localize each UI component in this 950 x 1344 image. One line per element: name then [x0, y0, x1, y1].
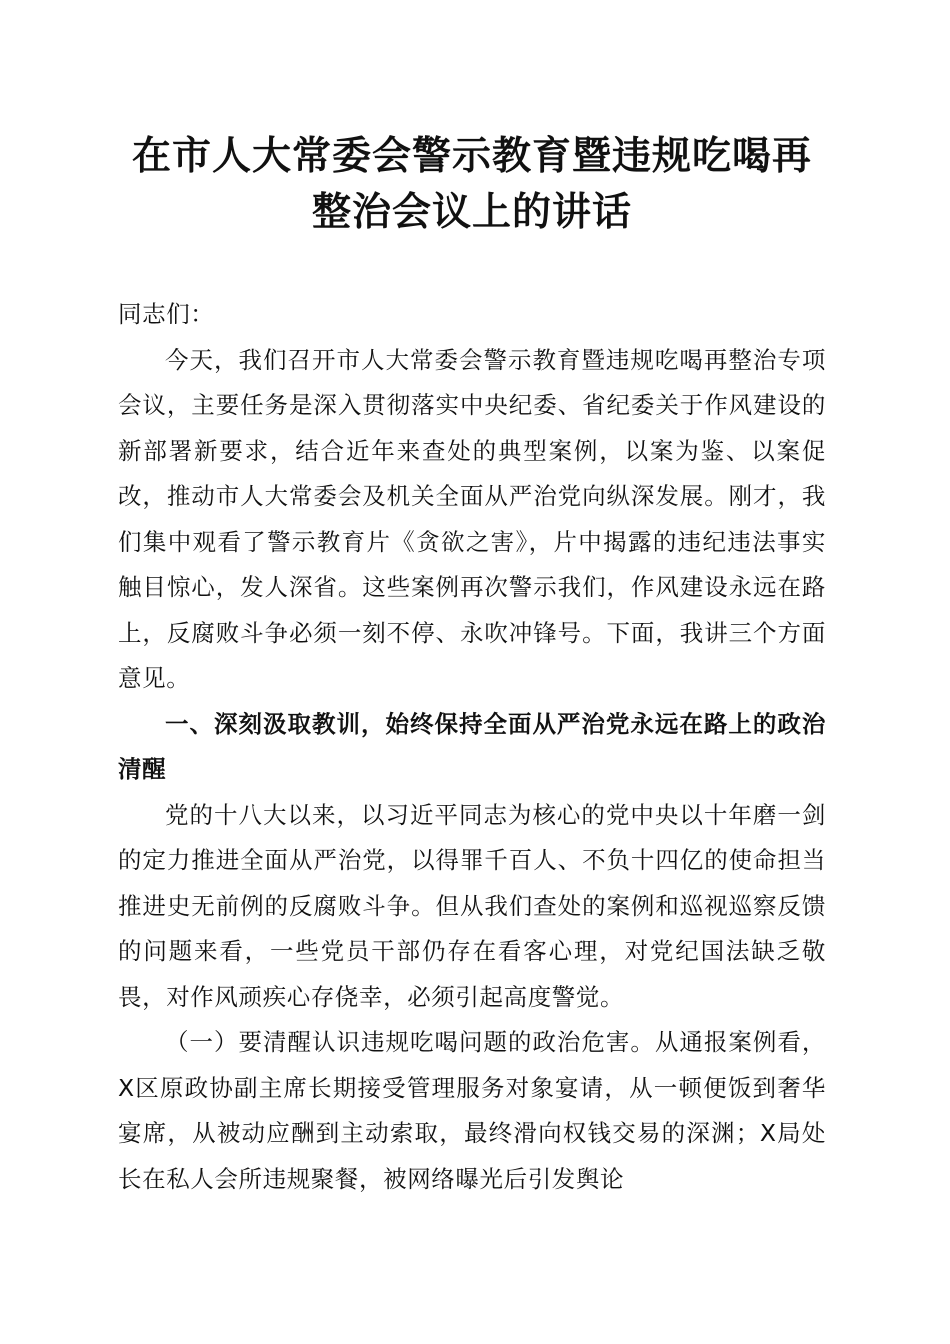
- paragraph-section-1: 党的十八大以来，以习近平同志为核心的党中央以十年磨一剑的定力推进全面从严治党，以得罪千百人、不负十四亿的使命担当推进史无前例的反腐败斗争。但从我们查处的案例和巡视巡察反馈的问题来看，一些党员干部仍存在看客心理，对党纪国法缺乏敬畏，对作风顽疾心存侥幸，必须引起高度警觉。: [118, 800, 826, 1011]
- document-page: [118, 128, 826, 1202]
- paragraph-intro: 今天，我们召开市人大常委会警示教育暨违规吃喝再整治专项会议，主要任务是深入贯彻落实中央纪委、省纪委关于作风建设的新部署新要求，结合近年来查处的典型案例，以案为鉴、以案促改，推动市人大常委会及机关全面从严治党向纵深发展。刚才，我们集中观看了警示教育片《贪欲之害》，片中揭露的违纪违法事实触目惊心，发人深省。这些案例再次警示我们，作风建设永远在路上，反腐败斗争必须一刻不停、永吹冲锋号。下面，我讲三个方面意见。: [118, 345, 826, 692]
- salutation: 同志们：: [118, 300, 215, 328]
- document-body: [118, 292, 826, 1202]
- document-title: 在市人大常委会警示教育暨违规吃喝再整治会议上的讲话: [131, 133, 812, 235]
- paragraph-subsection-1: （一）要清醒认识违规吃喝问题的政治危害。从通报案例看，X区原政协副主席长期接受管理服务对象宴请，从一顿便饭到奢华宴席，从被动应酬到主动索取，最终滑向权钱交易的深渊；X局处长在私人会所违规聚餐，被网络曝光后引发舆论: [118, 1028, 826, 1193]
- section-heading-1: 一、深刻汲取教训，始终保持全面从严治党永远在路上的政治清醒: [118, 709, 826, 783]
